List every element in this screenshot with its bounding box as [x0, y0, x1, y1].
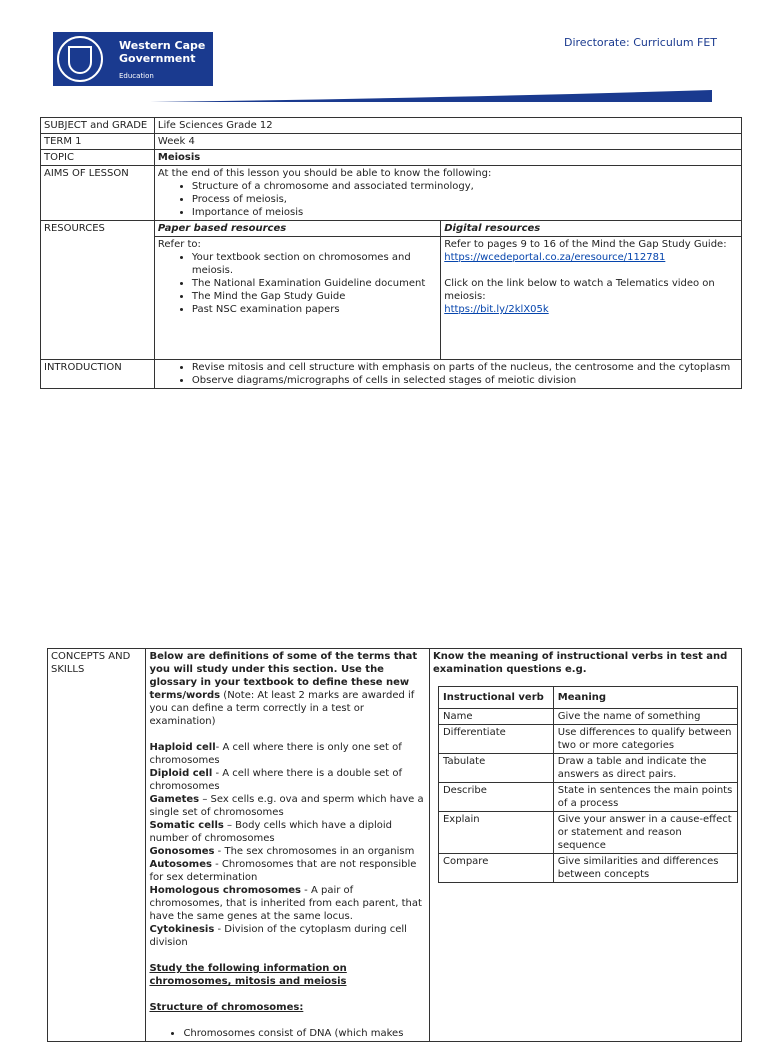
coat-of-arms-icon	[57, 36, 103, 82]
aims-row	[41, 166, 742, 221]
logo-subtitle: Education	[119, 72, 154, 80]
table-row	[438, 854, 737, 883]
introduction-cell	[154, 360, 741, 389]
meaning-cell: Give similarities and differences between concepts	[553, 854, 737, 883]
verb-cell: Tabulate	[438, 754, 553, 783]
meaning-column-header: Meaning	[553, 687, 737, 709]
structure-list	[149, 1027, 426, 1040]
list-item: • The National Examination Guideline document	[192, 277, 437, 290]
digital-heading: Digital resources	[441, 221, 742, 237]
topic-value: Meiosis	[154, 150, 741, 166]
list-item: • Observe diagrams/micrographs of cells in selected stages of meiotic division	[192, 374, 738, 387]
meaning-cell: Use differences to qualify between two or more categories	[553, 725, 737, 754]
list-item: • Revise mitosis and cell structure with emphasis on parts of the nucleus, the centrosome and the cytoplasm	[192, 361, 738, 374]
structure-heading: Structure of chromosomes:	[149, 1002, 304, 1013]
directorate-label: Directorate: Curriculum FET	[564, 36, 718, 49]
resources-heading-row	[41, 221, 742, 237]
introduction-label: INTRODUCTION	[41, 360, 155, 389]
list-item: • Your textbook section on chromosomes and meiosis.	[192, 251, 437, 277]
mind-the-gap-link[interactable]: https://wcedeportal.co.za/eresource/112781	[444, 252, 666, 263]
aims-cell	[154, 166, 741, 221]
verb-cell: Differentiate	[438, 725, 553, 754]
subject-label: SUBJECT and GRADE	[41, 118, 155, 134]
list-item: • Past NSC examination papers	[192, 303, 437, 316]
header-swoosh	[150, 88, 712, 104]
term-value: Week 4	[154, 134, 741, 150]
digital-cell	[441, 237, 742, 360]
table-row	[438, 709, 737, 725]
term-definition: Gametes – Sex cells e.g. ova and sperm which have a single set of chromosomes	[149, 794, 424, 818]
term-row	[41, 134, 742, 150]
topic-row	[41, 150, 742, 166]
list-item: • Structure of a chromosome and associated terminology,	[192, 180, 738, 193]
table-row	[438, 812, 737, 854]
table-row	[438, 725, 737, 754]
meaning-cell: Draw a table and indicate the answers as direct pairs.	[553, 754, 737, 783]
list-item: • Process of meiosis,	[192, 193, 738, 206]
term-definition: Haploid cell- A cell where there is only one set of chromosomes	[149, 742, 402, 766]
concepts-definitions-cell	[146, 649, 430, 1042]
concepts-row	[48, 649, 742, 1042]
topic-label: TOPIC	[41, 150, 155, 166]
concepts-intro: Below are definitions of some of the terms that you will study under this section. Use the glossary in your textbook to define these new terms/words (Note: At least 2 marks are awarded if you can define a term correctly in a test or examination)	[149, 651, 418, 727]
verb-cell: Explain	[438, 812, 553, 854]
verb-cell: Name	[438, 709, 553, 725]
paper-heading: Paper based resources	[154, 221, 440, 237]
subject-row	[41, 118, 742, 134]
lesson-table	[40, 117, 742, 389]
paper-cell	[154, 237, 440, 360]
subject-value: Life Sciences Grade 12	[154, 118, 741, 134]
term-label: TERM 1	[41, 134, 155, 150]
wcg-logo	[53, 32, 213, 86]
list-item: • Chromosomes consist of DNA (which makes	[183, 1027, 426, 1040]
verbs-intro: Know the meaning of instructional verbs in test and examination questions e.g.	[432, 651, 728, 675]
concepts-table	[47, 648, 742, 1042]
verb-column-header: Instructional verb	[438, 687, 553, 709]
aims-intro: At the end of this lesson you should be able to know the following:	[157, 168, 492, 179]
introduction-row	[41, 360, 742, 389]
verbs-cell	[429, 649, 741, 1042]
term-definition: Homologous chromosomes - A pair of chromosomes, that is inherited from each parent, that have the same genes at the same locus.	[149, 885, 422, 922]
resources-label: RESOURCES	[41, 221, 155, 360]
meaning-cell: Give your answer in a cause-effect or statement and reason sequence	[553, 812, 737, 854]
verbs-table	[438, 686, 738, 883]
term-definition: Diploid cell - A cell where there is a double set of chromosomes	[149, 768, 403, 792]
aims-label: AIMS OF LESSON	[41, 166, 155, 221]
list-item: • The Mind the Gap Study Guide	[192, 290, 437, 303]
aims-list	[158, 180, 738, 219]
table-row	[438, 783, 737, 812]
introduction-list	[158, 361, 738, 387]
paper-list	[158, 251, 437, 316]
term-definition: Autosomes - Chromosomes that are not responsible for sex determination	[149, 859, 417, 883]
term-definition: Somatic cells – Body cells which have a diploid number of chromosomes	[149, 820, 393, 844]
verbs-header-row	[438, 687, 737, 709]
verb-cell: Compare	[438, 854, 553, 883]
study-heading: Study the following information on chromosomes, mitosis and meiosis	[149, 963, 347, 987]
table-row	[438, 754, 737, 783]
term-definition: Cytokinesis - Division of the cytoplasm during cell division	[149, 924, 407, 948]
digital-text-2: Click on the link below to watch a Telematics video on meiosis:	[444, 278, 715, 302]
digital-text-1: Refer to pages 9 to 16 of the Mind the Gap Study Guide:	[444, 239, 727, 250]
concepts-label: CONCEPTS AND SKILLS	[48, 649, 146, 1042]
meaning-cell: State in sentences the main points of a process	[553, 783, 737, 812]
meaning-cell: Give the name of something	[553, 709, 737, 725]
list-item: • Importance of meiosis	[192, 206, 738, 219]
paper-intro: Refer to:	[157, 239, 201, 250]
term-definition: Gonosomes - The sex chromosomes in an organism	[149, 846, 415, 857]
telematics-video-link[interactable]: https://bit.ly/2klX05k	[444, 304, 549, 315]
logo-title: Western Cape Government	[119, 39, 206, 65]
verb-cell: Describe	[438, 783, 553, 812]
